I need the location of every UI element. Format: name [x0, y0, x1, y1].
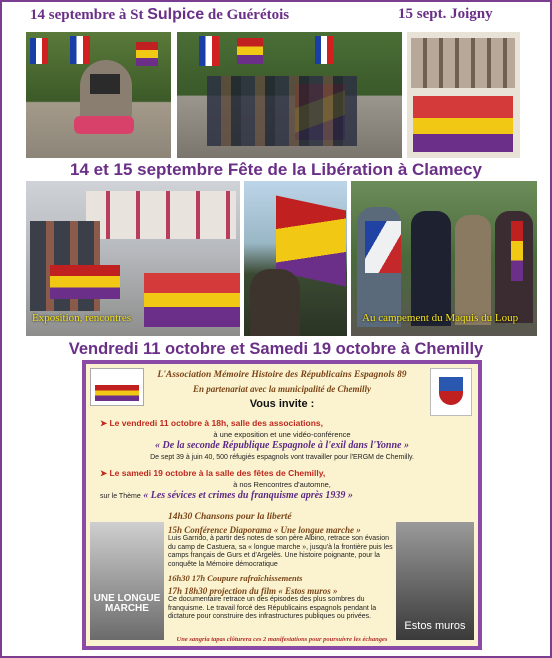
poster-saturday: ➤ Le samedi 19 octobre à la salle des fêtes de Chemilly,	[100, 468, 326, 478]
photo-joigny-expo	[407, 32, 520, 158]
program-item: 16h30 17h Coupure rafraîchissements	[168, 573, 303, 583]
caption-maquis: Au campement du Maquis du Loup	[362, 312, 519, 324]
program-item: 14h30 Chansons pour la liberté	[168, 512, 292, 522]
program-desc: Ce documentaire retrace un des épisodes des plus sombres du franquisme. Le travail forcé des Républicains espagnols pendant la dictature pour construire des infrastructures publiques ou privées.	[168, 596, 377, 620]
event-poster	[82, 360, 482, 650]
poster-friday: ➤ Le vendredi 11 octobre à 18h, salle des associations,	[100, 418, 324, 428]
poster-program	[168, 512, 398, 622]
poster-assoc: L'Association Mémoire Histoire des Républicains Espagnols 89	[157, 370, 407, 380]
caption-expo: Exposition, rencontres	[32, 312, 131, 324]
header-clamecy: 14 et 15 septembre Fête de la Libération à Clamecy	[70, 160, 482, 179]
poster-friday-desc: De sept 39 à juin 40, 500 réfugiés espagnols vont travailler pour l'ERGM de Chemilly.	[150, 454, 414, 461]
photo-group	[177, 32, 402, 158]
poster-saturday-text: Le samedi 19 octobre à la salle des fêtes de Chemilly,	[109, 468, 326, 478]
photo-flag	[244, 181, 347, 336]
header-st-sulpice	[30, 6, 289, 24]
header-text: 14 septembre à St	[30, 7, 148, 23]
header-text-big: Sulpice	[147, 6, 205, 23]
poster-friday-text: Le vendredi 11 octobre à 18h, salle des associations,	[109, 418, 324, 428]
program-desc: Luis Garrido, à partir des notes de son père Albino, retrace son évasion du camp de Castuera, sa « longue marche », jusqu'à la frontière puis les camps français de Gurs et d'Argelès. Une histoire poignante, pour la conquête la Mémoire démocratique	[168, 535, 393, 568]
header-text: de Guérétois	[204, 7, 290, 23]
poster-theme-label: sur le Thème	[100, 493, 141, 500]
poster-film-title: Estos muros	[404, 620, 466, 632]
header-chemilly: Vendredi 11 octobre et Samedi 19 octobre à Chemilly	[68, 340, 484, 358]
poster-friday-title: « De la seconde République Espagnole à l'exil dans l'Yonne »	[155, 440, 409, 451]
program-item: 15h Conférence Diaporama « Une longue marche »	[168, 525, 361, 535]
poster-footer: Une sangria tapas clôturera ces 2 manifestations pour poursuivre les échanges	[176, 636, 388, 643]
poster-theme	[100, 490, 492, 501]
poster-book-image	[90, 522, 164, 640]
poster-film-image	[396, 522, 474, 640]
program-item: 17h 18h30 projection du film « Estos muros »	[168, 586, 338, 596]
poster-theme-title: « Les sévices et crimes du franquisme après 1939 »	[143, 490, 353, 501]
photo-monument	[26, 32, 171, 158]
poster-invite: Vous invite :	[249, 398, 315, 410]
poster-partner: En partenariat avec la municipalité de Chemilly	[193, 384, 371, 394]
poster-book-title: UNE LONGUE MARCHE	[93, 593, 161, 614]
poster-saturday-sub: à nos Rencontres d'automne,	[233, 480, 331, 489]
poster-friday-sub: à une exposition et une vidéo-conférence	[213, 430, 351, 439]
header-joigny: 15 sept. Joigny	[398, 6, 493, 22]
